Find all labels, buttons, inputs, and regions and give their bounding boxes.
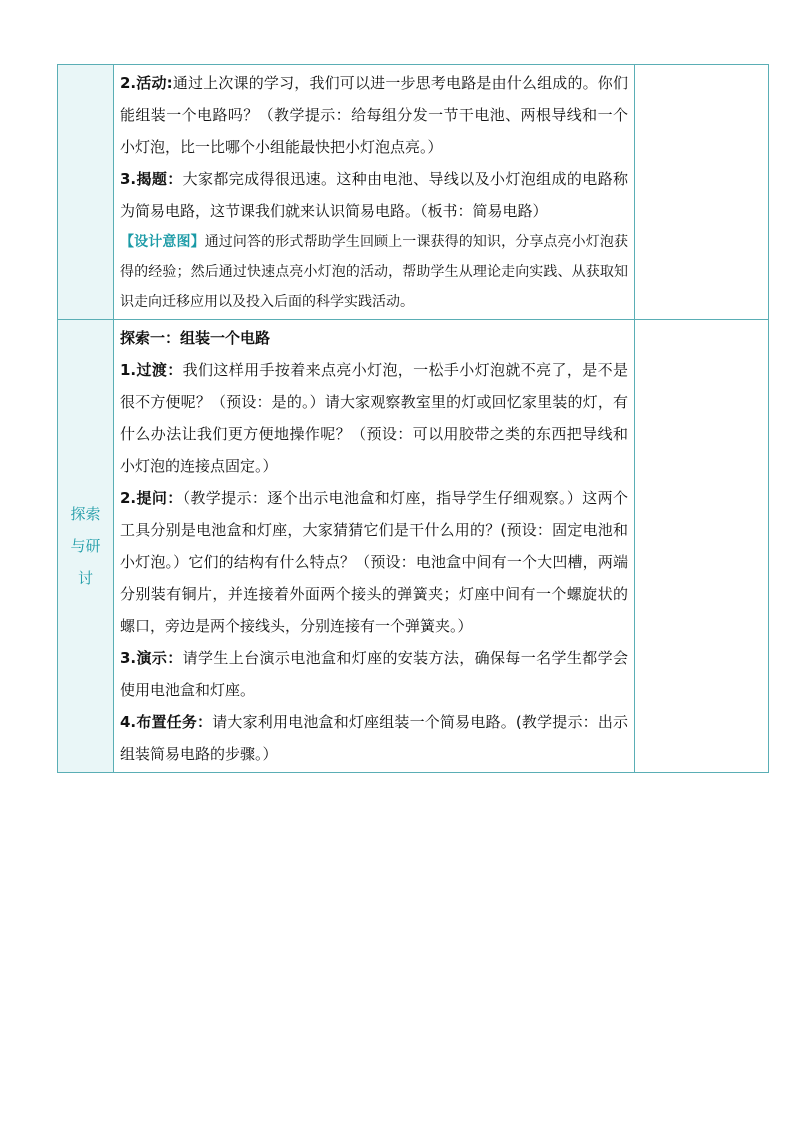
paragraph-assign-task <box>120 706 628 770</box>
design-intent-text: 通过问答的形式帮助学生回顾上一课获得的知识，分享点亮小灯泡获得的经验；然后通过快速点亮小灯泡的活动，帮助学生从理论走向实践、从获取知识走向迁移应用以及投入后面的科学实践活动。 <box>120 234 629 310</box>
item-text: 大家都完成得很迅速。这种由电池、导线以及小灯泡组成的电路称为简易电路，这节课我们就来认识简易电路。（板书：简易电路） <box>120 170 628 220</box>
item-text: 请大家利用电池盒和灯座组装一个简易电路。(教学提示：出示组装简易电路的步骤。） <box>120 713 628 763</box>
item-text: （教学提示：逐个出示电池盒和灯座，指导学生仔细观察。）这两个工具分别是电池盒和灯座，大家猜猜它们是干什么用的？(预设：固定电池和小灯泡。）它们的结构有什么特点？（预设：电池盒中间有一个大凹槽，两端分别装有铜片，并连接着外面两个接头的弹簧夹；灯座中间有一个螺旋状的螺口，旁边是两个接线头，分别连接有一个弹簧夹。） <box>120 489 628 635</box>
notes-cell <box>635 65 769 320</box>
item-text: 通过上次课的学习，我们可以进一步思考电路是由什么组成的。你们能组装一个电路吗？（教学提示：给每组分发一节干电池、两根导线和一个小灯泡，比一比哪个小组能最快把小灯泡点亮。） <box>120 74 628 156</box>
table-row <box>58 320 769 773</box>
section-label-cell-empty <box>58 65 114 320</box>
section-heading: 探索一：组装一个电路 <box>120 329 271 347</box>
item-text: 请学生上台演示电池盒和灯座的安装方法，确保每一名学生都学会使用电池盒和灯座。 <box>120 649 628 699</box>
item-label: 3.揭题： <box>120 170 183 188</box>
paragraph-design-intent <box>120 227 628 317</box>
section-label-cell <box>58 320 114 773</box>
paragraph-activity <box>120 67 628 163</box>
item-label: 1.过渡： <box>120 361 183 379</box>
paragraph-question <box>120 482 628 642</box>
item-label: 4.布置任务： <box>120 713 213 731</box>
table-row <box>58 65 769 320</box>
content-cell-activity <box>114 65 635 320</box>
item-text: 我们这样用手按着来点亮小灯泡，一松手小灯泡就不亮了，是不是很不方便呢？（预设：是的。）请大家观察教室里的灯或回忆家里装的灯，有什么办法让我们更方便地操作呢？（预设：可以用胶带之类的东西把导线和小灯泡的连接点固定。） <box>120 361 628 475</box>
content-cell-explore <box>114 320 635 773</box>
item-label: 2.提问： <box>120 489 183 507</box>
paragraph-reveal-topic <box>120 163 628 227</box>
section-label: 探索与研讨 <box>70 505 101 587</box>
item-label: 3.演示： <box>120 649 183 667</box>
paragraph-transition <box>120 354 628 482</box>
item-label: 2.活动: <box>120 74 173 92</box>
lesson-plan-table <box>57 64 769 773</box>
paragraph-demonstration <box>120 642 628 706</box>
notes-cell <box>635 320 769 773</box>
design-intent-tag: 【设计意图】 <box>120 234 205 250</box>
